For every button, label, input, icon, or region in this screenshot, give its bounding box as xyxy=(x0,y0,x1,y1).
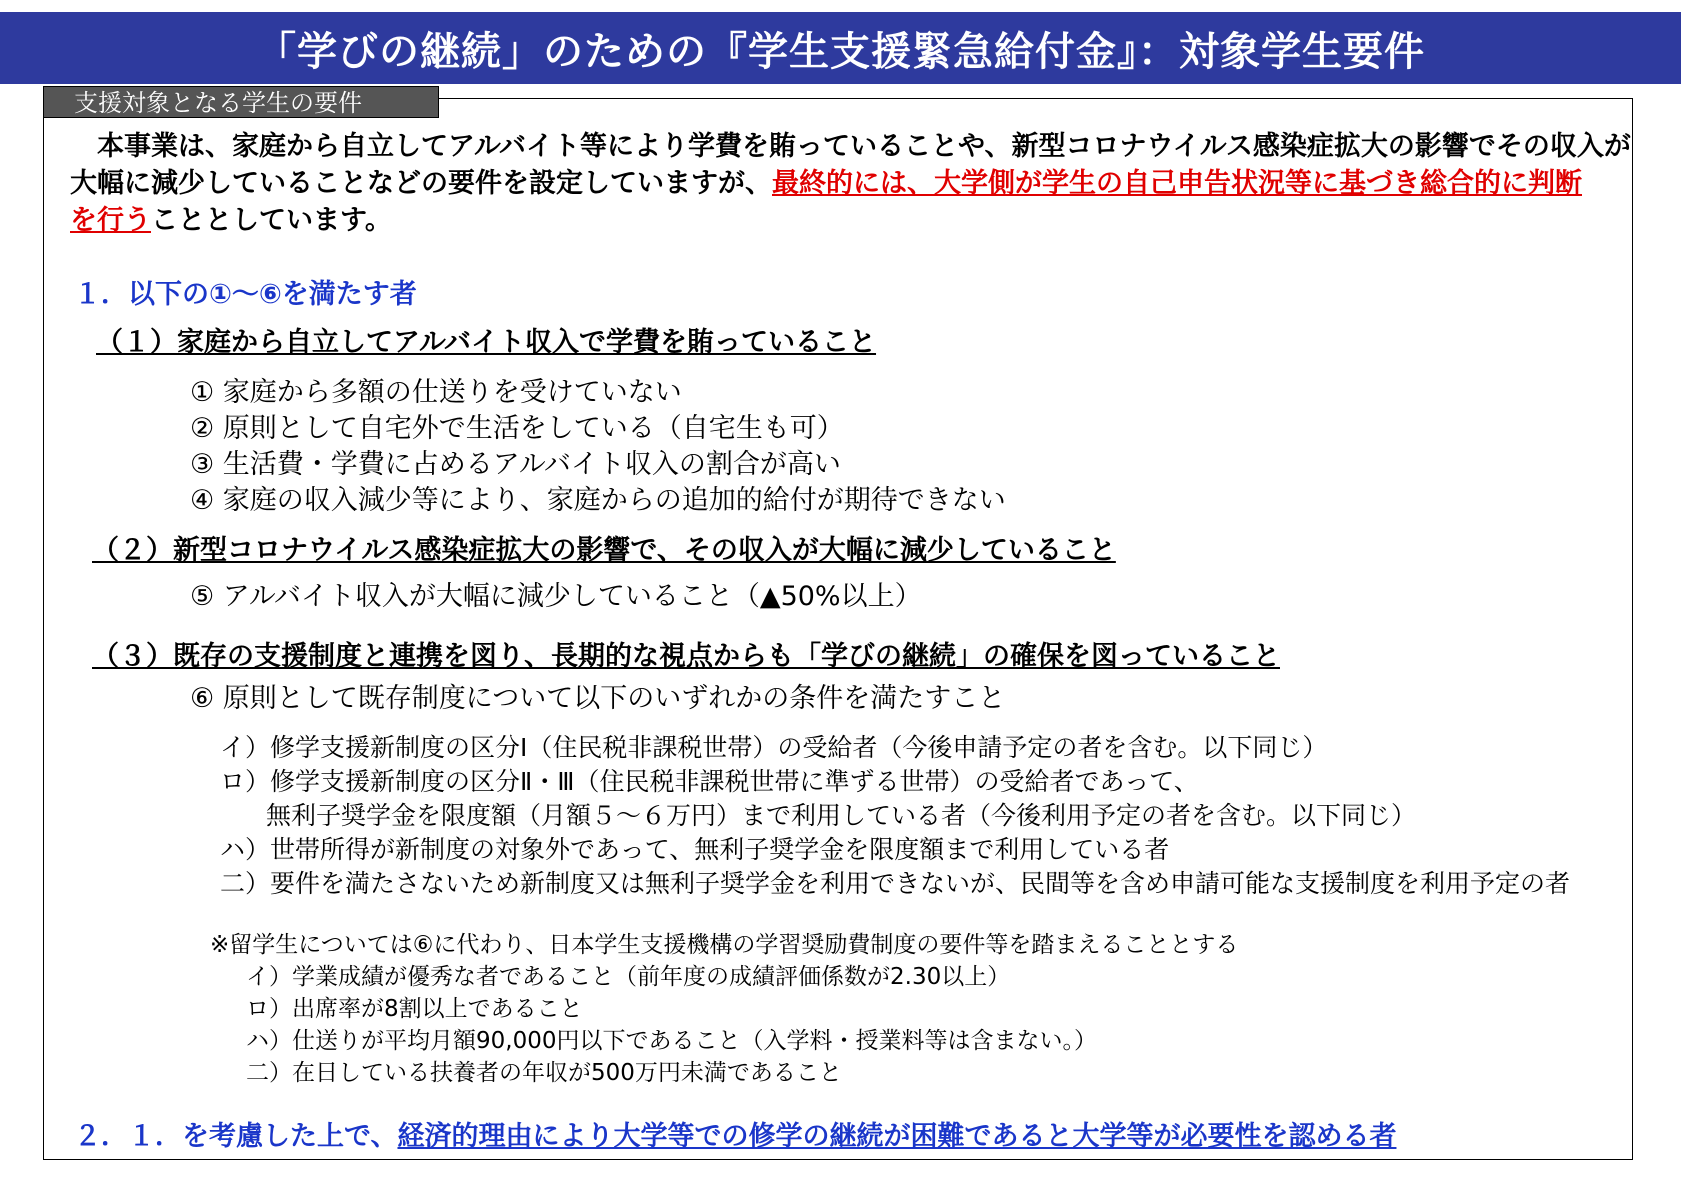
intro-paragraph xyxy=(70,128,1631,239)
intro-line-3-plain: こととしています。 xyxy=(151,205,392,236)
heading-2-underlined: 経済的理由により大学等での修学の継続が困難であると大学等が必要性を認める者 xyxy=(397,1121,1397,1152)
section-3-title: （３）既存の支援制度と連携を図り、長期的な視点からも「学びの継続」の確保を図っていること xyxy=(92,641,1280,672)
condition-ni: 二）要件を満たさないため新制度又は無利子奨学金を利用できないが、民間等を含め申請可能な支援制度を利用予定の者 xyxy=(220,869,1571,898)
requirement-item-2: ② 原則として自宅外で生活をしている（自宅生も可） xyxy=(190,413,844,444)
intro-line-1: 本事業は、家庭から自立してアルバイト等により学費を賄っていることや、新型コロナウイルス感染症拡大の影響でその収入が xyxy=(97,131,1631,162)
intro-line-3 xyxy=(70,202,1615,239)
requirement-item-4: ④ 家庭の収入減少等により、家庭からの追加的給付が期待できない xyxy=(190,485,1006,516)
condition-ro: ロ）修学支援新制度の区分Ⅱ・Ⅲ（住民税非課税世帯に準ずる世帯）の受給者であって、 xyxy=(220,767,1199,796)
requirement-item-1: ① 家庭から多額の仕送りを受けていない xyxy=(190,377,682,408)
note-item-ni: 二）在日している扶養者の年収が500万円未満であること xyxy=(246,1060,842,1086)
heading-2 xyxy=(74,1114,1396,1153)
intro-line-2 xyxy=(70,165,1615,202)
condition-ro-continued: 無利子奨学金を限度額（月額５～６万円）まで利用している者（今後利用予定の者を含む。以下同じ） xyxy=(266,801,1417,830)
note-item-i: イ）学業成績が優秀な者であること（前年度の成績評価係数が2.30以上） xyxy=(246,964,1011,990)
note-item-ha: ハ）仕送りが平均月額90,000円以下であること（入学料・授業料等は含まない。） xyxy=(246,1028,1097,1054)
condition-i: イ）修学支援新制度の区分Ⅰ（住民税非課税世帯）の受給者（今後申請予定の者を含む。以下同じ） xyxy=(220,733,1328,762)
heading-1: １．以下の①～⑥を満たす者 xyxy=(74,279,417,310)
requirement-item-6: ⑥ 原則として既存制度について以下のいずれかの条件を満たすこと xyxy=(190,683,1006,714)
international-student-note: ※留学生については⑥に代わり、日本学生支援機構の学習奨励費制度の要件等を踏まえることとする xyxy=(210,932,1239,958)
section-1-title: （１）家庭から自立してアルバイト収入で学費を賄っていること xyxy=(96,327,877,358)
section-tab-label: 支援対象となる学生の要件 xyxy=(43,86,439,118)
requirement-item-3: ③ 生活費・学費に占めるアルバイト収入の割合が高い xyxy=(190,449,841,480)
section-2-title: （２）新型コロナウイルス感染症拡大の影響で、その収入が大幅に減少していること xyxy=(92,535,1116,566)
page-title: 「学びの継続」のための『学生支援緊急給付金』：対象学生要件 xyxy=(0,12,1681,84)
note-item-ro: ロ）出席率が8割以上であること xyxy=(246,996,583,1022)
intro-line-2-plain: 大幅に減少していることなどの要件を設定していますが、 xyxy=(70,168,772,199)
condition-ha: ハ）世帯所得が新制度の対象外であって、無利子奨学金を限度額まで利用している者 xyxy=(220,835,1170,864)
heading-2-prefix: ２．１．を考慮した上で、 xyxy=(74,1121,398,1152)
intro-line-3-emphasis: を行う xyxy=(70,205,151,236)
requirement-item-5: ⑤ アルバイト収入が大幅に減少していること（▲50%以上） xyxy=(190,581,922,612)
intro-line-2-emphasis: 最終的には、大学側が学生の自己申告状況等に基づき総合的に判断 xyxy=(772,168,1582,199)
